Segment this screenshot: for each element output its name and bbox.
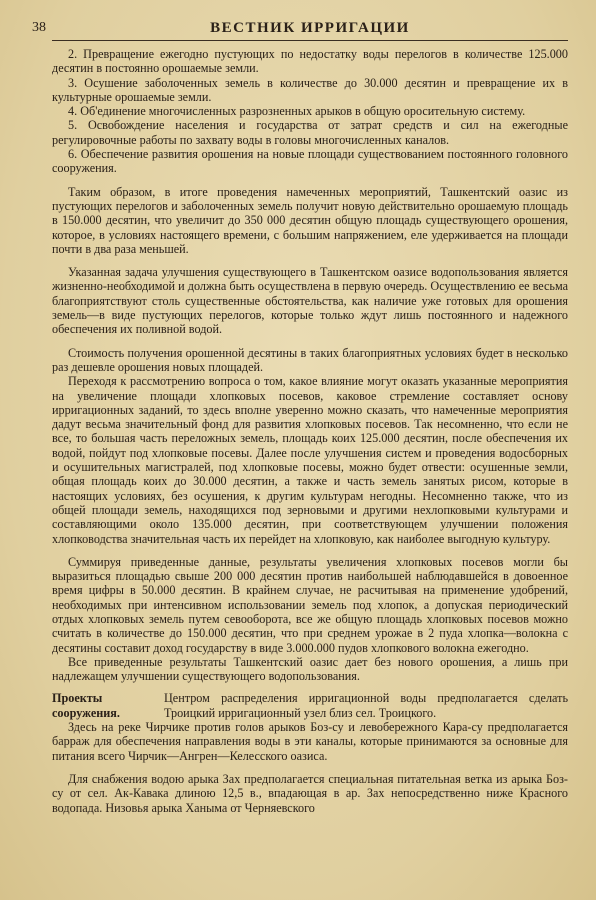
paragraph-results: Все приведенные результаты Ташкентский оазис дает без нового орошения, а лишь при надлежащем улучшении существующего водопользования.	[52, 654, 568, 684]
paragraph-chirchik: Здесь на реке Чирчике против голов арыков Боз-су и левобережного Кара-су предполагается барраж для обеспечения направления воды в эти каналы, которые принимаются за основные для питания всего Чирчик—Ангрен—Келесского оазиса.	[52, 720, 568, 763]
list-item-6: 6. Обеспечение развития орошения на новые площади существованием постоянного головного сооружения.	[52, 147, 568, 176]
list-item-2: 2. Превращение ежегодно пустующих по недостатку воды перелогов в количестве 125.000 десятин в постоянно орошаемые земли.	[52, 47, 568, 76]
list-item-5: 5. Освобождение населения и государства от затрат средств и сил на ежегодные регулировочные работы по захвату воды в головы многочисленных каналов.	[52, 118, 568, 147]
paragraph-cost: Стоимость получения орошенной десятины в таких благоприятных условиях будет в несколько раз дешевле орошения новых площадей.	[52, 345, 568, 374]
paragraph-summary: Таким образом, в итоге проведения намеченных мероприятий, Ташкентский оазис из пустующих перелогов и заболоченных земель получит новую действительно орошаемую площадь в 150.000 десятин, что увеличит до 350 000 десятин общую площадь существующего орошения, которое, в условиях настоящего времени, с большим напряжением, еле удерживается на площади почти в два раза меньшей.	[52, 184, 568, 256]
section-heading: Проекты сооружения.	[52, 691, 120, 720]
paragraph-task: Указанная задача улучшения существующего в Ташкентском оазисе водопользования является жизненно-необходимой и должна быть осуществлена в первую очередь. Осуществлению ее весьма благоприятствуют столь существенные обстоятельства, как наличие уже готовых для орошения земель—в виде пустующих перелогов, которые только ждут лишь постоянного и надежного обеспечения их поливной водой.	[52, 265, 568, 337]
page-number: 38	[32, 20, 46, 35]
paragraph-cotton: Переходя к рассмотрению вопроса о том, какое влияние могут оказать указанные мероприятия на увеличение площади хлопковых посевов, каковое стремление составляет основу ирригационных заданий, то здесь вполне уверенно можно сказать, что намеченные мероприятия дадут весьма значительный фонд для развития хлопковых посевов. Так несомненно, что если не все, то большая часть переложных земель, площадь коих 125.000 десятин, после обеспечения их водой, пойдут под хлопковые посевы. Далее после улучшения систем и проведения водосборных и осушительных магистралей, под хлопковые посевы, можно будет отвести: осушенные земли, общая площадь коих до 30.000 десятин, а также и часть земель занятых рисом, которые в настоящих условиях, без осушения, к другим культурам негодны. Несомненно также, что из общей площади земель, находящихся под зерновыми и другими нехлопковыми культурами и составляющими около 135.000 десятин, при соответствующем улучшении положения хлопководства значительная часть их перейдет на хлопковую, как наиболее выгодную культуру.	[52, 374, 568, 546]
page-header	[32, 14, 568, 41]
running-title: ВЕСТНИК ИРРИГАЦИИ	[210, 20, 410, 36]
section-lead: Центром распределения ирригационной воды предполагается сделать Троицкий ирригационный узел близ сел. Троицкого.	[164, 691, 568, 720]
paragraph-totals: Суммируя приведенные данные, результаты увеличения хлопковых посевов могли бы выразиться площадью свыше 200 000 десятин против наибольшей наблюдавшейся в довоенное время цифры в 50.000 десятин. В крайнем случае, не расчитывая на применение удобрений, необходимых при интенсивном использовании земель под хлопок, а допуская периодический отдых хлопковых земель путем севооборота, все же общую площадь хлопковых посевов можно считать в количестве до 150.000 десятин, что при среднем урожае в 2 пуда хлопка—волокна с десятины составит доход государству в виде 3.000.000 пудов хлопкового волокна ежегодно.	[52, 554, 568, 655]
paragraph-zah: Для снабжения водою арыка Зах предполагается специальная питательная ветка из арыка Боз-су от сел. Ак-Кавака длиною 12,5 в., впадающая в ар. Зах непосредственно ниже Красного водопада. Низовья арыка Ханыма от Черняевского	[52, 771, 568, 815]
list-item-4: 4. Об'единение многочисленных разрозненных арыков в общую оросительную систему.	[68, 104, 526, 119]
section-projects	[52, 691, 568, 720]
list-item-3: 3. Осушение заболоченных земель в количестве до 30.000 десятин и превращение их в культурные орошаемые земли.	[52, 75, 568, 104]
